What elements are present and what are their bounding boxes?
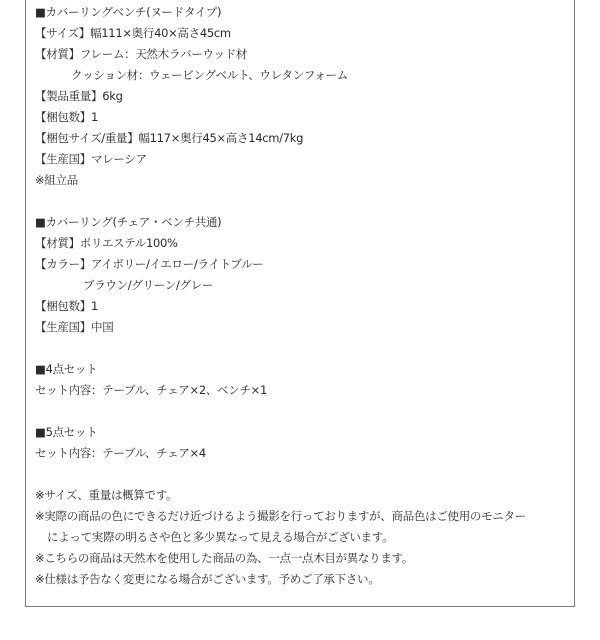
spec-package-size: 【梱包サイズ/重量】幅117×奥行45×高さ14cm/7kg <box>35 131 304 145</box>
spec-origin: 【生産国】中国 <box>35 320 114 334</box>
spec-content <box>35 2 565 590</box>
spec-package-count: 【梱包数】1 <box>35 299 99 313</box>
spec-material-cushion: クッション材：ウェービングベルト、ウレタンフォーム <box>71 68 349 82</box>
section-4-piece-set <box>35 359 565 401</box>
spec-weight: 【製品重量】6kg <box>35 89 123 103</box>
section-heading: ■カバーリング(チェア・ベンチ共通) <box>35 215 222 229</box>
spec-origin: 【生産国】マレーシア <box>35 152 147 166</box>
section-heading: ■5点セット <box>35 425 98 439</box>
spec-package-count: 【梱包数】1 <box>35 110 99 124</box>
set-contents: セット内容：テーブル、チェア×2、ベンチ×1 <box>35 383 268 397</box>
note-item: ※仕様は予告なく変更になる場合がございます。予めご了承下さい。 <box>35 572 380 586</box>
section-5-piece-set <box>35 422 565 464</box>
note-item-continued: によって実際の明るさや色と多少異なって見える場合がございます。 <box>47 530 394 544</box>
section-heading: ■カバーリングベンチ(ヌードタイプ) <box>35 5 222 19</box>
note-item: ※実際の商品の色にできるだけ近づけるよう撮影を行っておりますが、商品色はご使用のモニター <box>35 509 526 523</box>
spec-assembly-note: ※組立品 <box>35 173 78 187</box>
spec-material: 【材質】ポリエステル100% <box>35 236 178 250</box>
set-contents: セット内容：テーブル、チェア×4 <box>35 446 206 460</box>
spec-material: 【材質】フレーム：天然木ラバーウッド材 <box>35 47 248 61</box>
section-covering-spec <box>35 212 565 338</box>
spec-colors-continued: ブラウン/グリーン/グレー <box>83 278 214 292</box>
spec-size: 【サイズ】幅111×奥行40×高さ45cm <box>35 26 231 40</box>
section-heading: ■4点セット <box>35 362 98 376</box>
note-item: ※サイズ、重量は概算です。 <box>35 488 178 502</box>
section-bench-spec <box>35 2 565 191</box>
section-notes <box>35 485 565 590</box>
spec-colors: 【カラー】アイボリー/イエロー/ライトブルー <box>35 257 264 271</box>
note-item: ※こちらの商品は天然木を使用した商品の為、一点一点木目が異なります。 <box>35 551 414 565</box>
